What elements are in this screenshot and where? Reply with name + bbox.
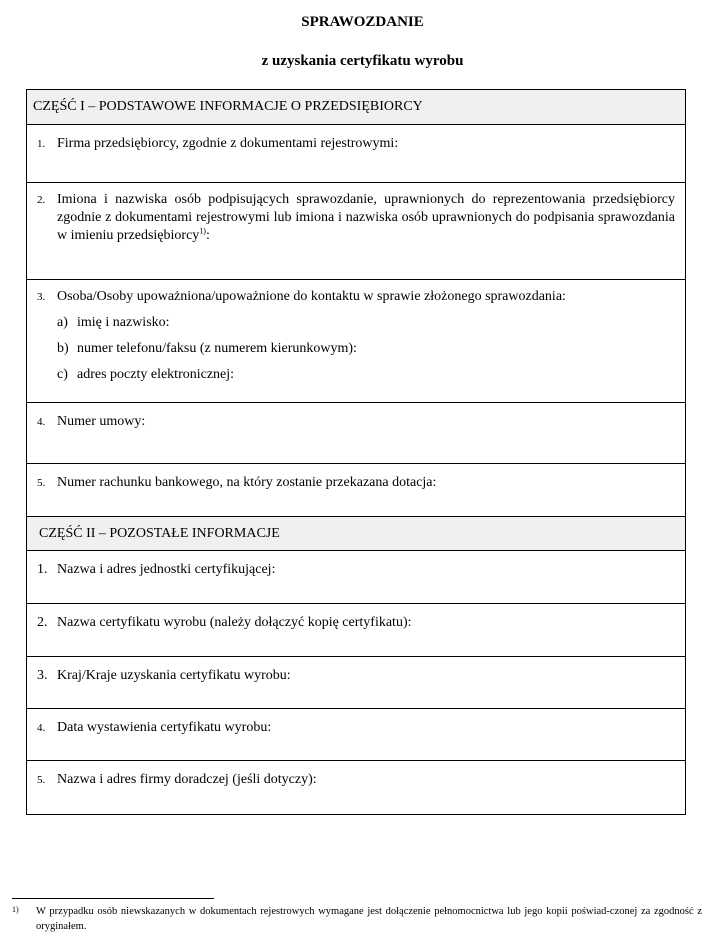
subitem-label: adres poczty elektronicznej: — [77, 367, 235, 382]
item-label: Nazwa i adres firmy doradczej (jeśli dotyczy): — [57, 772, 317, 787]
item-number: 2. — [37, 194, 46, 206]
subitem-letter: a) — [57, 315, 68, 330]
footnote-reference: 1) — [199, 226, 206, 236]
document-subtitle: z uzyskania certyfikatu wyrobu — [261, 53, 464, 69]
item-number: 1. — [37, 562, 48, 577]
item-number: 5. — [37, 477, 46, 489]
footnote — [12, 904, 702, 934]
item-label: Imiona i nazwiska osób podpisujących sprawozdanie, uprawnionych do reprezentowania przedsiębiorcy zgodnie z dokumentami rejestrowymi lub imiona i nazwiska osób uprawnionych do podpisania sprawozdania w imieniu przedsiębiorcy — [57, 192, 675, 243]
item-number: 4. — [37, 416, 46, 428]
footnote-divider — [12, 898, 214, 899]
part1-item-2[interactable] — [27, 183, 685, 280]
part1-item-3[interactable] — [27, 280, 685, 403]
subitem-letter: b) — [57, 341, 69, 356]
item-number: 1. — [37, 138, 46, 150]
item-label-suffix: : — [205, 228, 210, 243]
part1-item-1[interactable] — [27, 125, 685, 183]
part2-item-5[interactable] — [27, 761, 685, 814]
item-label: Numer umowy: — [57, 414, 146, 429]
part2-item-3[interactable] — [27, 657, 685, 709]
item-label-container — [57, 191, 675, 245]
subitem-c[interactable] — [27, 366, 685, 384]
item-label: Firma przedsiębiorcy, zgodnie z dokumentami rejestrowymi: — [57, 136, 399, 151]
part1-header: CZĘŚĆ I – PODSTAWOWE INFORMACJE O PRZEDSIĘBIORCY — [27, 90, 685, 125]
subitem-label: numer telefonu/faksu (z numerem kierunkowym): — [77, 341, 357, 356]
item-label: Data wystawienia certyfikatu wyrobu: — [57, 720, 272, 735]
subitem-a[interactable] — [27, 314, 685, 332]
item-number: 2. — [37, 615, 48, 630]
part2-item-1[interactable] — [27, 551, 685, 604]
item-label: Nazwa i adres jednostki certyfikującej: — [57, 562, 276, 577]
item-label: Nazwa certyfikatu wyrobu (należy dołączyć kopię certyfikatu): — [57, 615, 412, 630]
item-label: Osoba/Osoby upoważniona/upoważnione do kontaktu w sprawie złożonego sprawozdania: — [57, 289, 566, 304]
item-number: 4. — [37, 722, 46, 734]
item-number: 3. — [37, 291, 46, 303]
item-number: 3. — [37, 668, 48, 683]
footnote-mark: 1) — [12, 905, 19, 914]
subitem-b[interactable] — [27, 340, 685, 358]
footnote-text: W przypadku osób niewskazanych w dokumentach rejestrowych wymagane jest dołączenie pełnomocnictwa lub jego kopii poświad-czonej za zgodność z oryginałem. — [36, 906, 702, 932]
subitem-letter: c) — [57, 367, 68, 382]
document-title: SPRAWOZDANIE — [301, 14, 424, 30]
item-label: Numer rachunku bankowego, na który zostanie przekazana dotacja: — [57, 475, 437, 490]
report-form — [26, 89, 686, 815]
part2-header: CZĘŚĆ II – POZOSTAŁE INFORMACJE — [27, 517, 685, 551]
item-number: 5. — [37, 774, 46, 786]
item-label: Kraj/Kraje uzyskania certyfikatu wyrobu: — [57, 668, 291, 683]
part1-item-4[interactable] — [27, 403, 685, 464]
part2-item-4[interactable] — [27, 709, 685, 761]
subitem-label: imię i nazwisko: — [77, 315, 170, 330]
part2-item-2[interactable] — [27, 604, 685, 657]
part1-item-5[interactable] — [27, 464, 685, 517]
